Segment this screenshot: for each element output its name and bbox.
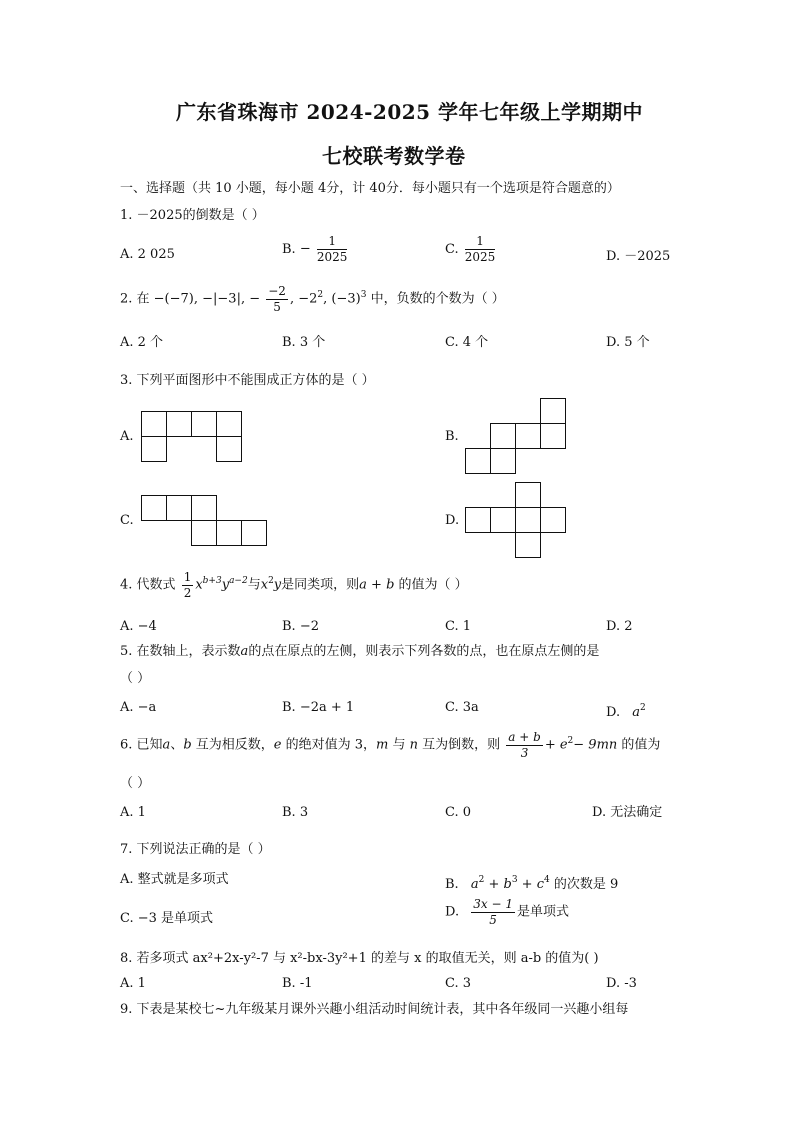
- page-title-line1: 广东省珠海市 2024-2025 学年七年级上学期期中: [176, 100, 644, 124]
- q3-net-d: [465, 482, 567, 557]
- q1-b-fraction: $\frac{1}{2025}$: [316, 234, 348, 264]
- q1-option-c: C. $\frac{1}{2025}$: [445, 234, 496, 264]
- q3-net-b: [465, 398, 567, 473]
- q2-option-a: A. 2 个: [120, 335, 164, 350]
- question-7-stem: 7. 下列说法正确的是（ ）: [120, 842, 271, 857]
- q1-c-fraction: $\frac{1}{2025}$: [464, 234, 496, 264]
- q6-option-a: A. 1: [120, 805, 146, 820]
- q4-option-a: A. −4: [120, 619, 157, 634]
- q6-option-d: D. 无法确定: [592, 805, 663, 820]
- q1-option-a: A. 2 025: [120, 247, 175, 262]
- question-9-stem: 9. 下表是某校七~九年级某月课外兴趣小组活动时间统计表，其中各年级同一兴趣小组每: [120, 1002, 629, 1017]
- q6-option-b: B. 3: [282, 805, 309, 820]
- page-title-line2: 七校联考数学卷: [322, 144, 466, 168]
- q4-option-d: D. 2: [606, 619, 633, 634]
- question-4-stem: 4. 代数式 $\frac{1}{2}$ $x^{b+3}y^{a-2}$与$x^2y$是同类项，则a + b 的值为（ ）: [120, 570, 468, 600]
- question-6-paren: （ ）: [120, 776, 151, 791]
- q7-option-d: D. $\frac{3x - 1}{5}$ 是单项式: [445, 897, 569, 927]
- q2-option-b: B. 3 个: [282, 335, 326, 350]
- q7-option-c: C. −3 是单项式: [120, 911, 214, 926]
- q8-option-c: C. 3: [445, 976, 472, 991]
- question-3-stem: 3. 下列平面图形中不能围成正方体的是（ ）: [120, 373, 375, 388]
- q2-option-c: C. 4 个: [445, 335, 489, 350]
- q3-net-c: [141, 495, 268, 545]
- q6-option-c: C. 0: [445, 805, 472, 820]
- q5-option-d: D. $a^2$: [606, 703, 646, 720]
- question-6-stem: 6. 已知a、b 互为相反数，e 的绝对值为 3，m 与 n 互为倒数，则 $\frac{a + b}{3}$ + $e^2- 9mn$ 的值为: [120, 730, 661, 760]
- q2-option-d: D. 5 个: [606, 335, 650, 350]
- question-5-paren: （ ）: [120, 671, 151, 686]
- q5-option-a: A. −a: [120, 700, 157, 715]
- question-2-stem: 2. 在 −(−7), −|−3|, − $\frac{-2}{5}$ , $-2^2$, $(-3)^3$ 中，负数的个数为（ ）: [120, 284, 505, 314]
- q3-option-d: D.: [445, 513, 460, 528]
- q7-d-fraction: $\frac{3x - 1}{5}$: [473, 897, 513, 927]
- q6-fraction: $\frac{a + b}{3}$: [508, 730, 541, 760]
- q4-option-b: B. −2: [282, 619, 319, 634]
- q5-option-c: C. 3a: [445, 700, 479, 715]
- q4-option-c: C. 1: [445, 619, 472, 634]
- q8-option-d: D. -3: [606, 976, 637, 991]
- q1-option-b: B. − $\frac{1}{2025}$: [282, 234, 348, 264]
- section-heading: 一、选择题（共 10 小题，每小题 4分，计 40分．每小题只有一个选项是符合题意的）: [120, 181, 620, 196]
- question-8-stem: 8. 若多项式 ax²+2x-y²-7 与 x²-bx-3y²+1 的差与 x 的取值无关，则 a-b 的值为( ): [120, 951, 599, 966]
- q3-net-a: [141, 411, 243, 461]
- question-1-stem: 1. －2025的倒数是（ ）: [120, 208, 265, 223]
- q1-option-d: D. －2025: [606, 249, 671, 264]
- question-5-stem: 5. 在数轴上，表示数a的点在原点的左侧，则表示下列各数的点，也在原点左侧的是: [120, 644, 600, 659]
- q3-option-a: A.: [120, 429, 134, 444]
- q2-fraction: $\frac{-2}{5}$: [268, 284, 286, 314]
- q3-option-c: C.: [120, 513, 134, 528]
- q8-option-a: A. 1: [120, 976, 146, 991]
- q7-option-a: A. 整式就是多项式: [120, 872, 229, 887]
- q5-option-b: B. −2a + 1: [282, 700, 355, 715]
- q8-option-b: B. -1: [282, 976, 313, 991]
- q7-option-b: B. $a^2 + b^3 + c^4$ 的次数是 9: [445, 875, 619, 892]
- q4-fraction: $\frac{1}{2}$: [183, 570, 192, 600]
- q3-option-b: B.: [445, 429, 459, 444]
